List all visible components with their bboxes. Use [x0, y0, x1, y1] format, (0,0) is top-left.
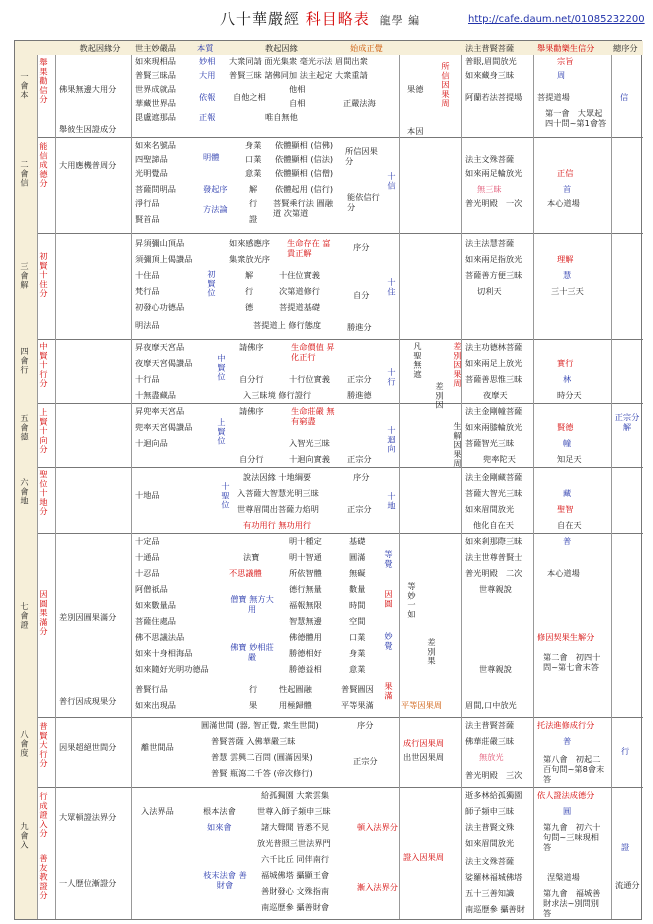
item: 福報無限: [289, 600, 322, 610]
item: 解: [249, 184, 258, 194]
item: 智慧無邊: [289, 616, 322, 626]
item: 正宗分 解: [614, 412, 640, 432]
col-header: 舉果勸樂生信分: [537, 43, 595, 53]
item: 凡聖無遮: [413, 342, 423, 379]
item: 正宗分: [347, 504, 372, 514]
item: 賢首品: [135, 214, 160, 224]
item: 普: [563, 536, 572, 546]
item: 十聖位: [221, 482, 231, 510]
item: 依體顯相 (信僧): [275, 168, 334, 178]
item: 依體起用 (信行): [275, 184, 334, 194]
item: 十信: [387, 172, 397, 191]
item: 如來兩足輪放光: [465, 168, 523, 178]
item: 等妙一如: [407, 582, 417, 619]
item: 行: [621, 746, 630, 756]
item: 法主普賢菩薩: [465, 720, 515, 730]
item: 南巡歷參 攝善財會: [261, 902, 330, 912]
item: 十定品: [135, 536, 160, 546]
item: 阿蘭若法菩提場: [465, 92, 523, 102]
item: 阿僧祇品: [135, 584, 168, 594]
item: 如來感應序: [229, 238, 270, 248]
title-main: 八十華嚴經: [220, 10, 301, 28]
col-header: 總序分: [613, 43, 638, 53]
section-fen-7: 因圓果滿分: [39, 590, 49, 636]
section-label-2: 二會信: [20, 160, 30, 188]
item: 勝進分: [347, 322, 372, 332]
item: 大衆同請 面光集衆 毫光示法 眉間出衆: [229, 56, 368, 66]
item: 普賢菩薩 入佛華嚴三昧: [211, 736, 296, 746]
item: 如來眉間放光: [465, 838, 515, 848]
item: 勝進德: [347, 390, 372, 400]
item: 給孤獨園 大衆雲集: [261, 790, 330, 800]
item: 唯自無他: [265, 112, 298, 122]
item: 娑羅林福城佛塔: [465, 872, 523, 882]
item: 十地品: [135, 490, 160, 500]
item: 周: [557, 70, 566, 80]
item: 明法品: [135, 320, 160, 330]
item: 正宗分: [347, 374, 372, 384]
item: 平等果滿: [341, 700, 374, 710]
item: 十住位實義: [279, 270, 320, 280]
col-header: 教起因緣分: [79, 43, 121, 53]
item: 善財發心 文殊指南: [261, 886, 330, 896]
col-header: 本質: [197, 43, 214, 53]
item: 如來眉間放光: [465, 504, 515, 514]
section-sub: 一人歷位漸證分: [59, 878, 117, 888]
item: 離世間品: [141, 742, 174, 752]
item: 流通分: [615, 880, 640, 890]
section-label-1: 一會本: [20, 72, 30, 100]
item: 宗旨: [557, 56, 574, 66]
item: 自在天: [557, 520, 582, 530]
item: 上賢位: [217, 418, 227, 446]
item: 僧寶 無方大用: [230, 594, 274, 614]
item: 口業: [349, 632, 366, 642]
section-label-8: 八會度: [20, 730, 30, 758]
item: 切利天: [477, 286, 502, 296]
item: 生命存在 富貴正解: [287, 238, 331, 258]
item: 方法論: [203, 204, 228, 214]
item: 夜摩天: [483, 390, 508, 400]
item: 成行因果周: [403, 738, 444, 748]
item: 自他之相: [233, 92, 266, 102]
item: 出世因果周: [403, 752, 444, 762]
item: 昇兜率天宮品: [135, 406, 185, 416]
item: 序分: [357, 720, 374, 730]
item: 四聖諦品: [135, 154, 168, 164]
item: 證入因果周: [403, 852, 444, 862]
item: 依體顯相 (信法): [275, 154, 334, 164]
item: 慧: [563, 270, 572, 280]
item: 生命價值 昇化正行: [291, 342, 335, 362]
item: 普賢三昧品: [135, 70, 176, 80]
item: 勝德相好: [289, 648, 322, 658]
item: 能依信行分: [347, 192, 380, 212]
item: 他相: [289, 84, 306, 94]
item: 放光普照三世法界門: [257, 838, 331, 848]
item: 行: [249, 684, 258, 694]
item: 不思議體: [229, 568, 262, 578]
item: 正宗分: [347, 454, 372, 464]
item: 法主金剛幢菩薩: [465, 406, 523, 416]
item: 口業: [245, 154, 262, 164]
item: 生命莊嚴 無有窮盡: [291, 406, 335, 426]
item: 行: [245, 286, 254, 296]
item: 妙相: [199, 56, 216, 66]
item: 菩薩住處品: [135, 616, 176, 626]
item: 入法界品: [141, 806, 174, 816]
section-sub: 因果超絕世間分: [59, 742, 117, 752]
item: 請佛序: [239, 406, 264, 416]
item: 自分: [353, 290, 370, 300]
item: 身業: [349, 648, 366, 658]
item: 第九會 初六十句問~三味現相答: [543, 822, 601, 852]
page-title: [220, 8, 420, 29]
section-fen-8: 普賢大行分: [39, 722, 49, 768]
section-sub: 舉彼生因證成分: [59, 124, 117, 134]
item: 平等因果周: [401, 700, 442, 710]
section-fen-3: 初賢十住分: [39, 252, 49, 298]
item: 序分: [353, 242, 370, 252]
item: 說法因緣 十地綱要: [243, 472, 312, 482]
item: 圓滿世間 (器, 智正覺, 衆生世間): [201, 720, 319, 730]
section-fen-9a: 行成證入分: [39, 792, 49, 838]
section-sub: 佛果無邊大用分: [59, 84, 117, 94]
item: 十行品: [135, 374, 160, 384]
item: 普光明殿 一次: [465, 198, 523, 208]
item: 意業: [245, 168, 262, 178]
item: 如來剎那際三昧: [465, 536, 523, 546]
item: 無三昧: [477, 184, 502, 194]
item: 十通品: [135, 552, 160, 562]
item: 集衆放光序: [229, 254, 270, 264]
item: 差別因果周: [453, 342, 463, 388]
item: 依人證法成德分: [537, 790, 595, 800]
section-label-9: 九會入: [20, 822, 30, 850]
item: 福城佛塔 攝顯王會: [261, 870, 330, 880]
item: 請佛序: [239, 342, 264, 352]
item: 因圓: [384, 590, 394, 609]
item: 如來出現品: [135, 700, 176, 710]
item: 初發心功德品: [135, 302, 185, 312]
item: 身業: [245, 140, 262, 150]
item: 托法進修成行分: [537, 720, 595, 730]
item: 第一會 大眾起四十問~第1會答: [545, 108, 607, 128]
section-label-3: 三會解: [20, 262, 30, 290]
item: 妙覺: [384, 632, 394, 651]
item: 六千比丘 同伴南行: [261, 854, 330, 864]
item: 十地: [387, 492, 397, 511]
item: 十住品: [135, 270, 160, 280]
item: 發起序: [203, 184, 228, 194]
section-sub: 大眾頓證法界分: [59, 812, 117, 822]
item: 行: [249, 198, 258, 208]
item: 普慧 雲興二百問 (圓滿因果): [211, 752, 313, 762]
item: 意業: [349, 664, 366, 674]
item: 空間: [349, 616, 366, 626]
item: 五十三善知識: [465, 888, 515, 898]
section-label-4: 四會行: [20, 347, 30, 375]
item: 明體: [203, 152, 220, 162]
item: 依報: [199, 92, 216, 102]
item: 法主法慧菩薩: [465, 238, 515, 248]
item: 普賢 瓶瀉二千答 (帝次修行): [211, 768, 313, 778]
item: 性起圓融: [279, 684, 312, 694]
item: 佛華莊嚴三昧: [465, 736, 515, 746]
section-label-6: 六會地: [20, 478, 30, 506]
item: 逝多林給孤獨園: [465, 790, 523, 800]
item: 如來兩膝輪放光: [465, 422, 523, 432]
item: 修因契果生解分: [537, 632, 595, 642]
item: 時間: [349, 600, 366, 610]
item: 光明覺品: [135, 168, 168, 178]
item: 本心道場: [547, 568, 580, 578]
title-highlight: 科目略表: [305, 10, 370, 28]
section-sub: 普行因成現果分: [59, 696, 117, 706]
item: 十迴向品: [135, 438, 168, 448]
item: 普光明殿 二次: [465, 568, 523, 578]
item: 時分天: [557, 390, 582, 400]
item: 本因: [407, 126, 424, 136]
item: 中賢位: [217, 354, 227, 382]
section-fen-4: 中賢十行分: [39, 342, 49, 388]
item: 淨行品: [135, 198, 160, 208]
header: [0, 0, 653, 38]
item: 果德: [407, 84, 424, 94]
item: 梵行品: [135, 286, 160, 296]
item: 菩薩大智光三昧: [465, 488, 523, 498]
item: 菩薩善思惟三昧: [465, 374, 523, 384]
item: 華藏世界品: [135, 98, 176, 108]
item: 菩薩善方便三昧: [465, 270, 523, 280]
item: 十行: [387, 368, 397, 387]
item: 有功用行 無功用行: [243, 520, 312, 530]
item: 所信因果分: [345, 146, 378, 166]
item: 等覺: [384, 550, 394, 569]
item: 普: [563, 736, 572, 746]
item: 果滿: [384, 682, 394, 701]
item: 第九會 福城善財求法~別問別答: [543, 888, 601, 918]
item: 如來數量品: [135, 600, 176, 610]
item: 如來藏身三昧: [465, 70, 515, 80]
item: 夜摩天宮偈讚品: [135, 358, 193, 368]
item: 圓滿: [349, 552, 366, 562]
item: 證: [621, 842, 630, 852]
item: 正信: [557, 168, 574, 178]
item: 兜率陀天: [483, 454, 516, 464]
item: 初賢位: [207, 270, 217, 298]
item: 依體顯相 (信佛): [275, 140, 334, 150]
item: 如來會: [207, 822, 232, 832]
item: 如來十身相海品: [135, 648, 193, 658]
item: 幢: [563, 438, 572, 448]
item: 明十智通: [289, 552, 322, 562]
item: 入菩薩大智慧光明三昧: [237, 488, 319, 498]
item: 涅槃道場: [547, 872, 580, 882]
item: 佛寶 妙相莊嚴: [230, 642, 274, 662]
item: 第八會 初起二百句問~第8會末答: [543, 754, 605, 784]
section-sub: 大用應機普周分: [59, 160, 117, 170]
item: 用極歸體: [279, 700, 312, 710]
col-header: 教起因緣: [265, 43, 298, 53]
item: 基礎: [349, 536, 366, 546]
item: 漸入法界分: [357, 882, 398, 892]
col-header: 世主妙嚴品: [135, 43, 176, 53]
zhou-label: 所信因果周: [441, 62, 451, 108]
section-label-5: 五會德: [20, 414, 30, 442]
item: 生解因果周: [453, 422, 463, 468]
item: 眉間,口中放光: [465, 700, 517, 710]
item: 佛德體用: [289, 632, 322, 642]
url-link[interactable]: http://cafe.daum.net/01085232200: [468, 14, 645, 25]
item: 菩薩問明品: [135, 184, 176, 194]
item: 兜率天宮偈讚品: [135, 422, 193, 432]
item: 大用: [199, 70, 216, 80]
item: 世界成就品: [135, 84, 176, 94]
item: 勝德益相: [289, 664, 322, 674]
item: 明十種定: [289, 536, 322, 546]
item: 圓: [563, 806, 572, 816]
item: 昇須彌山頂品: [135, 238, 185, 248]
item: 根本法會: [203, 806, 236, 816]
item: 證: [249, 214, 258, 224]
item: 南巡歷參 攝善財: [465, 904, 525, 914]
item: 須彌頂上偈讚品: [135, 254, 193, 264]
item: 法主金剛藏菩薩: [465, 472, 523, 482]
item: 普賢圓因: [341, 684, 374, 694]
item: 信: [620, 92, 629, 102]
item: 昇夜摩天宮品: [135, 342, 185, 352]
item: 他化自在天: [473, 520, 514, 530]
item: 序分: [353, 472, 370, 482]
item: 法主世尊普賢士: [465, 552, 523, 562]
item: 十迴向實義: [289, 454, 330, 464]
col-header: 法主普賢菩薩: [465, 43, 515, 53]
item: 十迴向: [387, 426, 397, 454]
item: 菩提道場: [537, 92, 570, 102]
item: 自分行: [239, 454, 264, 464]
item: 十無盡藏品: [135, 390, 176, 400]
author: 龍學 編: [379, 14, 421, 27]
item: 法主文殊菩薩: [465, 856, 515, 866]
item: 普賢三昧 諸佛同加 法主起定 大衆重請: [229, 70, 368, 80]
section-fen-2: 能信成德分: [39, 142, 49, 188]
item: 藏: [563, 488, 572, 498]
item: 本心道場: [547, 198, 580, 208]
item: 法主普賢文殊: [465, 822, 515, 832]
item: 賢德: [557, 422, 574, 432]
item: 如來隨好光明功德品: [135, 664, 209, 674]
item: 正宗分: [353, 756, 378, 766]
section-fen-1: 舉果勸信分: [39, 58, 49, 104]
item: 世尊親說: [479, 584, 512, 594]
item: 自分行: [239, 374, 264, 384]
item: 頓入法界分: [357, 822, 398, 832]
item: 無放光: [479, 752, 504, 762]
item: 首: [563, 184, 572, 194]
item: 普眼,眉間放光: [465, 56, 517, 66]
item: 如來現相品: [135, 56, 176, 66]
item: 法主文殊菩薩: [465, 154, 515, 164]
item: 理解: [557, 254, 574, 264]
section-fen-9b: 善友教證分: [39, 854, 49, 900]
item: 普賢行品: [135, 684, 168, 694]
section-sub: 差別因圓果滿分: [59, 612, 117, 622]
item: 菩提道基礎: [279, 302, 320, 312]
item: 法主功德林菩薩: [465, 342, 523, 352]
item: 知足天: [557, 454, 582, 464]
section-fen-6: 聖位十地分: [39, 470, 49, 516]
item: 枝末法會 善財會: [203, 870, 247, 890]
item: 師子頻申三昧: [465, 806, 515, 816]
item: 林: [563, 374, 572, 384]
item: 實行: [557, 358, 574, 368]
item: 三十三天: [551, 286, 584, 296]
item: 解: [245, 270, 254, 280]
item: 菩薩智光三昧: [465, 438, 515, 448]
item: 正報: [199, 112, 216, 122]
item: 十住: [387, 278, 397, 297]
item: 十忍品: [135, 568, 160, 578]
item: 如來兩足指放光: [465, 254, 523, 264]
item: 諸大聲聞 皆悉不見: [261, 822, 330, 832]
item: 入三昧境 修行證行: [243, 390, 312, 400]
item: 聖智: [557, 504, 574, 514]
outline-table: [14, 40, 642, 920]
item: 佛不思議法品: [135, 632, 185, 642]
item: 普光明殿 三次: [465, 770, 523, 780]
item: 正嚴法海: [343, 98, 376, 108]
item: 次第道修行: [279, 286, 320, 296]
item: 差別果: [427, 638, 437, 666]
item: 菩提道上 修行態度: [253, 320, 322, 330]
section-fen-5: 上賢十向分: [39, 408, 49, 454]
item: 十行位實義: [289, 374, 330, 384]
item: 入智光三昧: [289, 438, 330, 448]
item: 世尊眉間出菩薩力焰明: [237, 504, 319, 514]
item: 無礙: [349, 568, 366, 578]
item: 第二會 初四十問~第七會末答: [543, 652, 601, 672]
item: 自相: [289, 98, 306, 108]
item: 法寶: [243, 552, 260, 562]
item: 菩賢乘行法 圓融道 次第道: [273, 198, 333, 218]
item: 世尊親說: [479, 664, 512, 674]
item: 德: [245, 302, 254, 312]
item: 如來兩足上放光: [465, 358, 523, 368]
item: 果: [249, 700, 258, 710]
item: 差別因: [435, 382, 445, 410]
item: 毘盧遮那品: [135, 112, 176, 122]
section-label-7: 七會證: [20, 602, 30, 630]
item: 世尊入師子頻申三昧: [257, 806, 331, 816]
item: 如來名號品: [135, 140, 176, 150]
item: 數量: [349, 584, 366, 594]
col-header: 始成正覺: [350, 43, 383, 53]
item: 德行無量: [289, 584, 322, 594]
item: 所依智體: [289, 568, 322, 578]
